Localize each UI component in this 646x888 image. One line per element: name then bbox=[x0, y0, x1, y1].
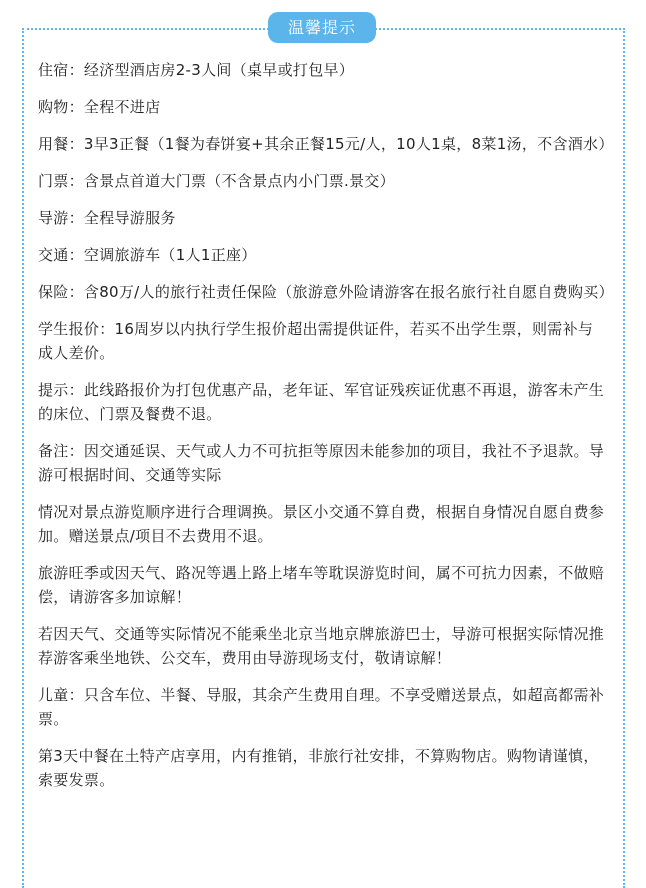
notice-item-itinerary-adjust: 情况对景点游览顺序进行合理调换。景区小交通不算自费，根据自身情况自愿自费参加。赠送景点/项目不去费用不退。 bbox=[38, 503, 605, 545]
notice-title: 温馨提示 bbox=[268, 12, 376, 43]
notice-item-insurance: 保险：含80万/人的旅行社责任保险（旅游意外险请游客在报名旅行社自愿自费购买） bbox=[38, 283, 614, 301]
notice-item-tips: 提示：此线路报价为打包优惠产品，老年证、军官证残疾证优惠不再退，游客未产生的床位、门票及餐费不退。 bbox=[38, 381, 605, 423]
notice-item-accommodation: 住宿：经济型酒店房2-3人间（桌早或打包早） bbox=[38, 61, 355, 79]
notice-item-day3-lunch: 第3天中餐在土特产店享用，内有推销，非旅行社安排，不算购物店。购物请谨慎，索要发票。 bbox=[38, 747, 599, 789]
notice-item-meals: 用餐：3早3正餐（1餐为春饼宴+其余正餐15元/人，10人1桌，8菜1汤，不含酒水） bbox=[38, 135, 614, 153]
notice-item-remarks: 备注：因交通延误、天气或人力不可抗拒等原因未能参加的项目，我社不予退款。导游可根据时间、交通等实际 bbox=[38, 442, 605, 484]
notice-item-tickets: 门票：含景点首道大门票（不含景点内小门票.景交） bbox=[38, 172, 395, 190]
notice-item-shopping: 购物：全程不进店 bbox=[38, 98, 161, 116]
notice-item-bus-alternative: 若因天气、交通等实际情况不能乘坐北京当地京牌旅游巴士，导游可根据实际情况推荐游客乘坐地铁、公交车，费用由导游现场支付，敬请谅解！ bbox=[38, 625, 605, 667]
notice-content bbox=[38, 58, 614, 805]
notice-item-peak-season: 旅游旺季或因天气、路况等遇上路上堵车等耽误游览时间，属不可抗力因素，不做赔偿，请游客多加谅解！ bbox=[38, 564, 605, 606]
notice-item-children: 儿童：只含车位、半餐、导服，其余产生费用自理。不享受赠送景点，如超高都需补票。 bbox=[38, 686, 605, 728]
notice-item-student-price: 学生报价：16周岁以内执行学生报价超出需提供证件，若买不出学生票，则需补与成人差价。 bbox=[38, 320, 594, 362]
notice-item-guide: 导游：全程导游服务 bbox=[38, 209, 176, 227]
notice-item-transport: 交通：空调旅游车（1人1正座） bbox=[38, 246, 257, 264]
